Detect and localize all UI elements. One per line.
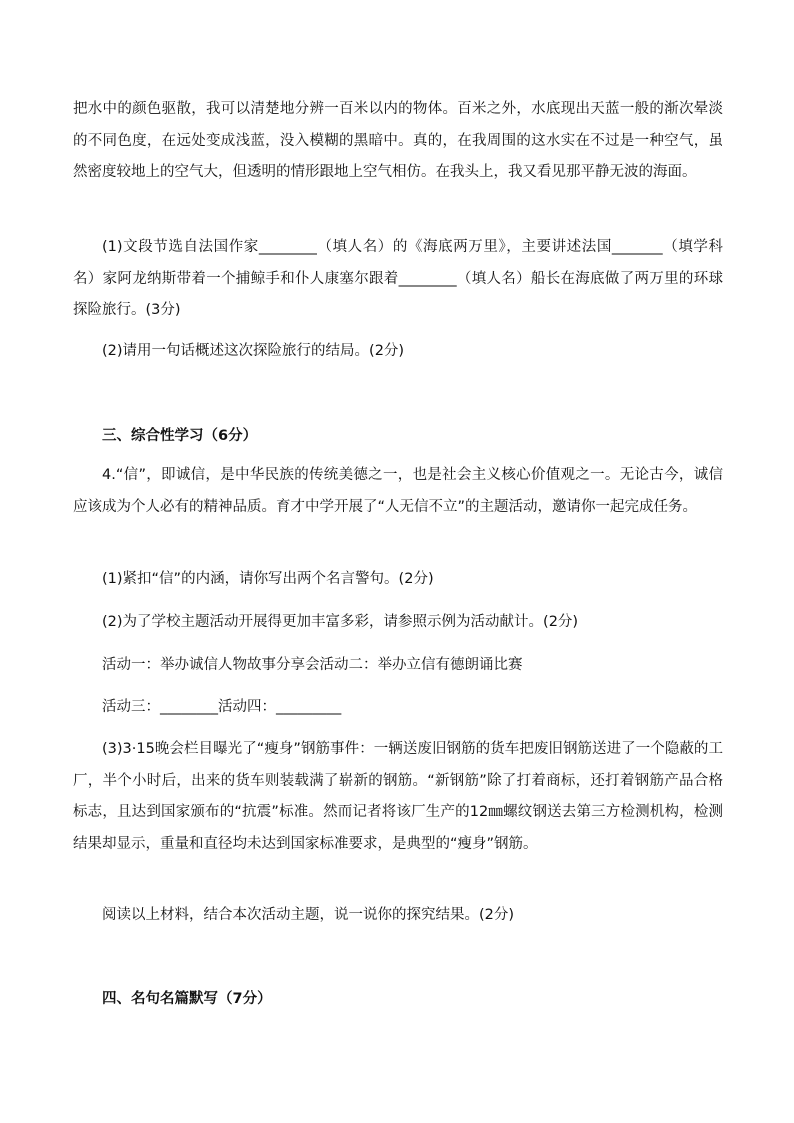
question-2: (2)请用一句话概述这次探险旅行的结局。(2分) <box>102 343 405 359</box>
question-4-2: (2)为了学校主题活动开展得更加丰富多彩，请参照示例为活动献计。(2分) <box>102 614 579 630</box>
question-4-3-task: 阅读以上材料，结合本次活动主题，说一说你的探究结果。(2分) <box>102 907 515 923</box>
activity-line-2: 活动三：________活动四：_________ <box>102 699 342 715</box>
question-1: (1)文段节选自法国作家________（填人名）的《海底两万里》，主要讲述法国_______（填学科名）家阿龙纳斯带着一个捕鲸手和仆人康塞尔跟着________（填人名）船长在海底做了两万里的环球探险旅行。(3分) <box>73 239 723 318</box>
activity-line-1: 活动一：举办诚信人物故事分享会活动二：举办立信有德朗诵比赛 <box>102 657 523 673</box>
question-4-intro: 4.“信”，即诚信，是中华民族的传统美德之一，也是社会主义核心价值观之一。无论古今，诚信应该成为个人必有的精神品质。育才中学开展了“人无信不立”的主题活动，邀请你一起完成任务。 <box>73 467 723 515</box>
passage-paragraph: 把水中的颜色驱散，我可以清楚地分辨一百米以内的物体。百米之外，水底现出天蓝一般的渐次晕淡的不同色度，在远处变成浅蓝，没入模糊的黑暗中。真的，在我周围的这水实在不过是一种空气，虽然密度较地上的空气大，但透明的情形跟地上空气相仿。在我头上，我又看见那平静无波的海面。 <box>73 101 723 180</box>
question-4-3: (3)3·15晚会栏目曝光了“瘦身”钢筋事件：一辆送废旧钢筋的货车把废旧钢筋送进了一个隐蔽的工厂，半个小时后，出来的货车则装载满了崭新的钢筋。“新钢筋”除了打着商标，还打着钢筋产品合格标志，且达到国家颁布的“抗震”标准。然而记者将该厂生产的12㎜螺纹钢送去第三方检测机构，检测结果却显示，重量和直径均未达到国家标准要求，是典型的“瘦身”钢筋。 <box>73 741 723 852</box>
question-4-1: (1)紧扣“信”的内涵，请你写出两个名言警句。(2分) <box>102 571 434 587</box>
section-3-title: 三、综合性学习（6分） <box>102 428 258 444</box>
section-4-title: 四、名句名篇默写（7分） <box>102 991 272 1007</box>
